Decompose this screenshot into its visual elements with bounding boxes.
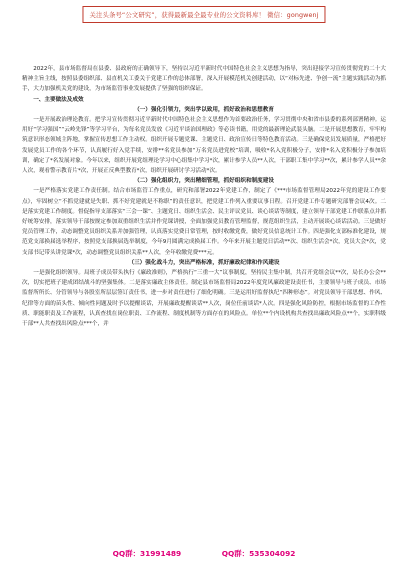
section-heading: 一、主要做法及成效 bbox=[33, 96, 84, 103]
footer-contact bbox=[0, 548, 408, 559]
document-body bbox=[22, 64, 386, 329]
subheading-1: （一）强化引领力，突出学以致用，抓好政治和思想教育 bbox=[134, 106, 274, 113]
subheading-2: （二）强化组织力，突出精细管理，抓好组织和制度建设 bbox=[134, 178, 274, 185]
paragraph-2: 一是严格落实党建工作责任制。结合市场监管工作重点，研究和部署2022年党建工作，制定了《***市场监督管理局2022年党的建设工作要点》，牢固树立“不抓党建就是失职、抓不好党建就是不称职”的责任意识，把党建工作列入重要议事日程。召开党建工作专题研究部署会议4次。二是落实党建工作制度。督促指导支部落实“三会一课”、主题党日、组织生活会、民主评议党员、谈心谈话等制度，建立领导干部党建工作联系点并抓好统筹安排，落实领导干部按规定参加双重组织生活并作党课讲授，全面加强党员教育管理监督，规范组织生活，主动开展谈心谈话活动。三是做好党员管理工作，动态调整党员组织关系并加强管理，认真落实党费日常管理，按时收缴党费，做好党员信息统计工作。四是强化支部标准化建设，规范党支部换届选举程序，按照党支部换届选举制度，今年9月圆满完成换届工作。今年来开展主题党日活动**次、组织生活会*次，党员大会*次，党支部书记带头讲党课*次，动态调整党员组织关系**人次，全年收缴党费***元。 bbox=[22, 188, 386, 256]
intro-paragraph: 2022年，县市场监督局在县委、县政府的正确领导下，坚持以习近平新时代中国特色社会主义思想为指导，突出迎接学习宣传贯彻党的二十大精神主旨主线，按照县委组织部、县直机关工委关于党建工作的总体部署，深入开展模范机关创建活动，以“对标先进、争创一流”主题实践活动为抓手，大力加强机关党的建设，为市场监管事业发展提供了坚强的组织保证。 bbox=[22, 66, 386, 93]
paragraph-1: 一是开展政治理论教育。把学习宣传贯彻习近平新时代中国特色社会主义思想作为首要政治任务，学习贯彻中央和省市县委的系列部署精神。运用好“学习强国”“云岭先锋”等学习平台，为每名党员发放《习近平谈治国理政》等必读书籍，用党的最新理论武装头脑。二是开展思想教育，牢牢构筑意识形态领域主阵地，掌握宣传思想工作主动权。组织开展专题党课、主题党日、政治宣传日等特色教育活动。三是确保党员发展质量，严格把好发展党员工作的各个环节，认真履行好入党手续，安排**名党员参加“万名党员进党校”培训，吸收*名入党积极分子，安排*名入党积极分子参加培训，确定了*名发展对象。今年以来，组织开展党组理论学习中心组集中学习*次，累计参学人员**人次，干部职工集中学习**次，累计参学人员**余人次，观看警示教育片*次，开展正反典型教育*次，组织开展研讨学习活动*次。 bbox=[22, 117, 386, 175]
paragraph-3: 一是强化组织领导。局班子成员带头执行《廉政准则》，严格执行“三重一大”议事制度，坚持民主集中制，共召开党组会议**次，局长办公会**次，切实把班子建成团结战斗的坚强集体。二是落实廉政主体责任。制定县市场监督局2022年度党风廉政建设责任书，主要领导与班子成员、市场监督所所长、分管领导与各股室所层层签订责任书，进一步对责任进行了细化明确。三是运用好监督执纪“四种形态”。对党员领导干部思想、作风、纪律等方面的苗头性、倾向性问题及时予以提醒谈话，开展廉政提醒谈话**人次，岗位任前谈话*人次。四是强化风险防控，根据市场监督的工作性质、职能职责及工作流程，认真查找在岗位职责、工作流程、制度机制等方面存在的风险点。单位**个内设机构共查找出廉政风险点**个，实职科级干部**人共查找出风险点***个，并 bbox=[22, 270, 386, 328]
footer-qq-group-1: QQ群：31991489 bbox=[112, 549, 182, 558]
subheading-3: （三）强化战斗力，突出严格标准，抓好廉政纪律和作风建设 bbox=[128, 259, 280, 266]
footer-qq-group-2: QQ群：535304092 bbox=[221, 549, 296, 558]
header-banner: 关注头条号“公文研究”，获得最新最全最专业的公文资料库！ 微信：gongwenj bbox=[82, 6, 325, 23]
